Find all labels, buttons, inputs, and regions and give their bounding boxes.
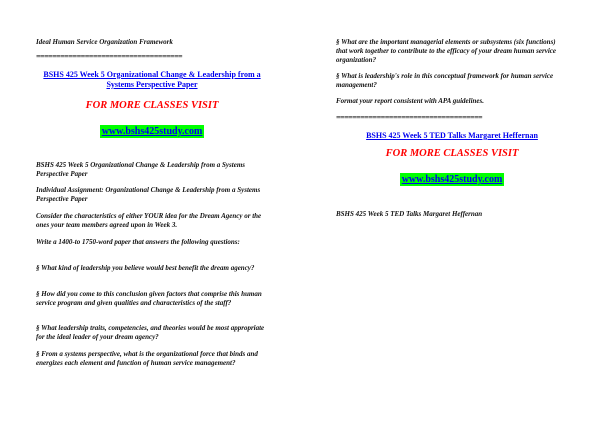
paragraph-write: Write a 1400-to 1750-word paper that answers the following questions: xyxy=(36,238,240,246)
question-traits: § What leadership traits, competencies, and theories would be most appropriate for the ideal leader of your dream agency? xyxy=(36,324,265,341)
apa-format-note: Format your report consistent with APA guidelines. xyxy=(336,97,484,105)
website-wrapper xyxy=(336,169,568,187)
separator-line: ==================================== xyxy=(36,52,183,61)
question-systems: § From a systems perspective, what is the organizational force that binds and energizes each element and function of human service management? xyxy=(36,350,258,367)
course-title-link[interactable]: BSHS 425 Week 5 Organizational Change & Leadership from a Systems Perspective Paper xyxy=(43,70,261,89)
paragraph-title: BSHS 425 Week 5 Organizational Change & Leadership from a Systems Perspective Paper xyxy=(36,161,245,178)
question-leadership-role: § What is leadership's role in this conceptual framework for human service management? xyxy=(336,72,554,89)
promo-text: FOR MORE CLASSES VISIT xyxy=(85,100,219,111)
paragraph-assignment: Individual Assignment: Organizational Change & Leadership from a Systems Perspective Paper xyxy=(36,186,261,203)
paragraph-consider: Consider the characteristics of either YOUR idea for the Dream Agency or the ones your team members agreed upon in Week 3. xyxy=(36,212,262,229)
separator-line: ==================================== xyxy=(336,113,483,122)
question-subsystems: § What are the important managerial elements or subsystems (six functions) that work together to contribute to the efficacy of your dream human service organization? xyxy=(336,38,556,64)
website-link[interactable]: www.bshs425study.com xyxy=(101,126,203,137)
website-wrapper xyxy=(36,121,268,139)
document-header: Ideal Human Service Organization Framework xyxy=(36,38,173,46)
ted-talks-link[interactable]: BSHS 425 Week 5 TED Talks Margaret Heffernan xyxy=(366,131,538,140)
website-link[interactable]: www.bshs425study.com xyxy=(401,174,503,185)
question-leadership-kind: § What kind of leadership you believe would best benefit the dream agency? xyxy=(36,264,255,272)
footer-title: BSHS 425 Week 5 TED Talks Margaret Heffernan xyxy=(336,210,483,218)
question-conclusion: § How did you come to this conclusion given factors that comprise this human service program and given qualities and characteristics of the staff? xyxy=(36,290,262,307)
promo-text: FOR MORE CLASSES VISIT xyxy=(385,148,519,159)
